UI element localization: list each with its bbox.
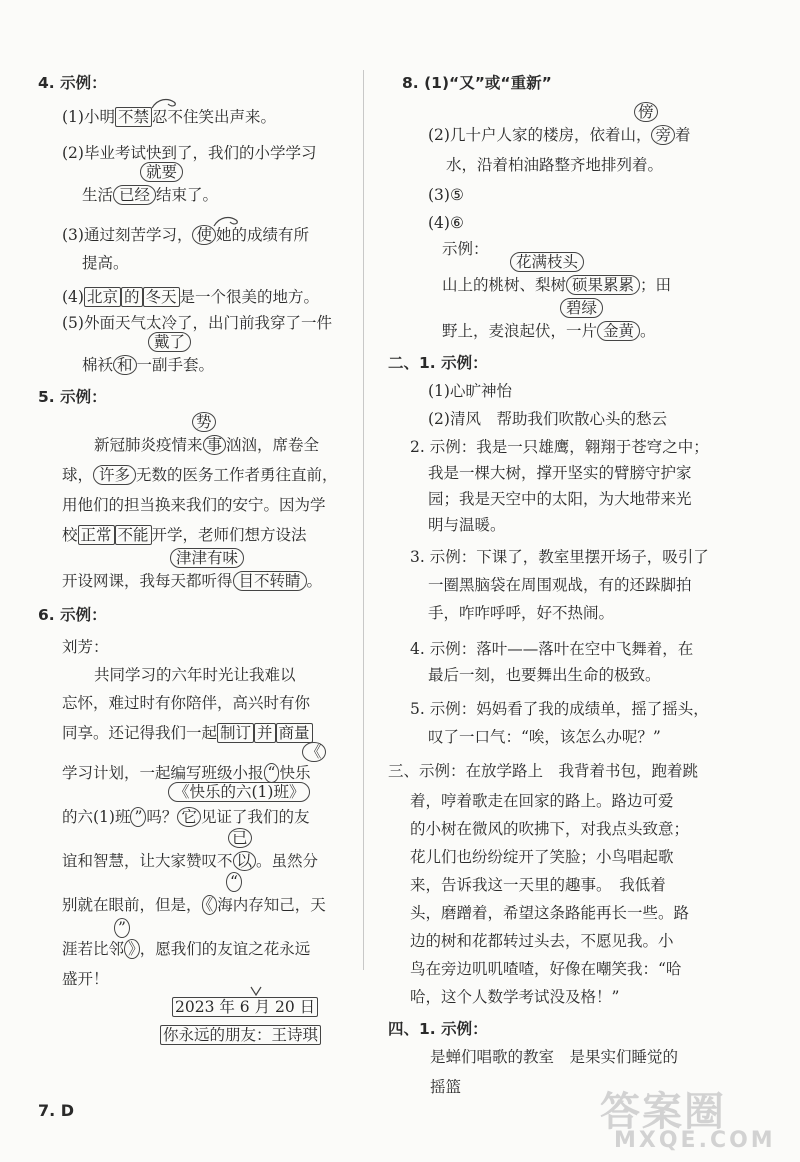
s2-q3-line3: 手，咋咋呼呼，好不热闹。 <box>428 604 615 622</box>
correction-circle: 事 <box>203 435 227 455</box>
insert-caret-mark <box>250 986 262 996</box>
q8-line4: (3)⑤ <box>428 186 464 204</box>
s2-q2-line4: 明与温暖。 <box>428 516 506 534</box>
s2-q2-line3: 园；我是天空中的太阳，为大地带来光 <box>428 490 692 508</box>
q6-line9: 盛开！ <box>62 970 109 988</box>
q6-line8: 涯若比邻 》 ，愿我们的友谊之花永远 <box>62 940 311 958</box>
correction-box: 不能 <box>115 525 152 545</box>
inserted-word: 傍 <box>634 102 658 122</box>
s2-q3-line2: 一圈黑脑袋在周围观战，有的还跺脚拍 <box>428 576 692 594</box>
q8-line6: 示例： <box>442 240 489 258</box>
q5-line3: 用他们的担当换来我们的安宁。因为学 <box>62 496 326 514</box>
inserted-word: 戴了 <box>148 332 191 352</box>
s2-q4-line1: 4. 示例：落叶——落叶在空中飞舞着，在 <box>410 640 694 658</box>
q6-line4: 学习计划，一起编写班级小报 “ 快乐 <box>62 764 311 782</box>
correction-circle: 旁 <box>651 125 675 145</box>
correction-circle: 以 <box>233 851 257 871</box>
s3-line1: 三、示例：在放学路上 我背着书包，跑着跳 <box>388 762 699 780</box>
column-divider <box>363 70 364 970</box>
correction-circle: 目不转睛 <box>233 571 307 591</box>
q6-heading: 6. 示例： <box>38 606 107 624</box>
inserted-word: 就要 <box>140 162 183 182</box>
correction-box: 制订 <box>217 723 254 743</box>
q8-line3: 水，沿着柏油路整齐地排列着。 <box>446 156 664 174</box>
s2-q3-line1: 3. 示例：下课了，教室里摆开场子，吸引了 <box>410 548 709 566</box>
q4-sentence-4: (4) 北京 的 冬天 是一个很美的地方。 <box>62 288 320 306</box>
q6-date: 2023 年 6 月 20 日 <box>172 996 318 1018</box>
inserted-mark: ” <box>114 918 130 938</box>
q8-line7: 山上的桃树、梨树 硕果累累 ；田 <box>442 276 672 294</box>
q4-sentence-2-line1: (2)毕业考试快到了，我们的小学学习 <box>62 144 317 162</box>
q5-line5: 开设网课，我每天都听得 目不转睛 。 <box>62 572 323 590</box>
q8-line8: 野上，麦浪起伏，一片 金黄 。 <box>442 322 656 340</box>
s4-line2: 摇篮 <box>430 1078 462 1096</box>
correction-circle: 《 <box>202 895 218 915</box>
delete-mark <box>212 214 242 228</box>
s3-line7: 边的树和花都转过头去，不愿见我。小 <box>410 932 674 950</box>
inserted-word: 势 <box>192 412 216 432</box>
s3-line8: 鸟在旁边叽叽喳喳，好像在嘲笑我：“哈 <box>410 960 682 978</box>
correction-box: 的 <box>121 287 143 307</box>
right-column <box>370 0 800 1162</box>
correction-box: 不禁 <box>115 107 152 127</box>
q4-sentence-2-line2: 生活 已经 结束了。 <box>82 186 219 204</box>
q6-line3: 同享。还记得我们一起 制订 并 商量 <box>62 722 313 744</box>
s3-line4: 花儿们也纷纷绽开了笑脸；小鸟唱起歌 <box>410 848 674 866</box>
q6-line2: 忘怀，难过时有你陪伴，高兴时有你 <box>62 694 311 712</box>
q8-line5: (4)⑥ <box>428 214 464 232</box>
s3-line6: 头，磨蹭着，希望这条路能再长一些。路 <box>410 904 690 922</box>
correction-circle: 已经 <box>113 185 156 205</box>
inserted-title: 《快乐的六(1)班》 <box>168 782 310 802</box>
correction-box: 冬天 <box>143 287 180 307</box>
delete-mark <box>150 96 180 110</box>
s3-line3: 的小树在微风的吹拂下，对我点头致意； <box>410 820 690 838</box>
inserted-word: 花满枝头 <box>510 252 584 272</box>
q5-heading: 5. 示例： <box>38 388 107 406</box>
inserted-word: 碧绿 <box>560 298 603 318</box>
s3-line9: 哈，这个人数学考试没及格！” <box>410 988 620 1006</box>
q4-sentence-5-line2: 棉袄 和 一副手套。 <box>82 356 215 374</box>
correction-circle: 硕果累累 <box>566 275 640 295</box>
s2-q5-line2: 叹了一口气：“唉，该怎么办呢？” <box>428 728 661 746</box>
q5-line2: 球， 许多 无数的医务工作者勇往直前， <box>62 466 338 484</box>
left-column <box>0 0 362 1162</box>
watermark-url: MXQE.COM <box>614 1128 776 1153</box>
s2-answer-2: (2)清风 帮助我们吹散心头的愁云 <box>428 410 667 428</box>
correction-box: 正常 <box>78 525 115 545</box>
q6-salutation: 刘芳： <box>62 638 109 656</box>
correction-circle: “ <box>264 763 280 783</box>
q8-heading: 8. (1)“又”或“重新” <box>402 74 552 92</box>
q4-sentence-3: (3)通过刻苦学习， 使 她的成绩有所 <box>62 226 309 244</box>
q6-line5: 的六(1)班 ” 吗？ 它 见证了我们的友 <box>62 808 310 826</box>
q7-answer: 7. D <box>38 1101 75 1120</box>
s2-answer-1: (1)心旷神怡 <box>428 382 512 400</box>
s2-q4-line2: 最后一刻，也要舞出生命的极致。 <box>428 666 661 684</box>
inserted-mark: “ <box>226 872 242 892</box>
inserted-word: 已 <box>228 828 252 848</box>
correction-box: 商量 <box>276 723 313 743</box>
correction-box: 北京 <box>84 287 121 307</box>
correction-circle: 和 <box>113 355 137 375</box>
correction-circle: 它 <box>177 807 201 827</box>
s2-q5-line1: 5. 示例：妈妈看了我的成绩单，摇了摇头， <box>410 700 709 718</box>
q6-line6: 谊和智慧，让大家赞叹不 以 。虽然分 <box>62 852 319 870</box>
correction-circle: 使 <box>192 225 216 245</box>
q4-sentence-3-line2: 提高。 <box>82 254 129 272</box>
q6-signature: 你永远的朋友：王诗琪 <box>160 1024 321 1046</box>
watermark-logo: 答案圈 <box>600 1089 726 1135</box>
correction-circle: 许多 <box>93 465 136 485</box>
s2-q2-line1: 2. 示例：我是一只雄鹰，翱翔于苍穹之中； <box>410 438 709 456</box>
s3-line5: 来，告诉我这一天里的趣事。 我低着 <box>410 876 666 894</box>
s4-line1: 是蝉们唱歌的教室 是果实们睡觉的 <box>430 1048 679 1066</box>
q5-line1: 新冠肺炎疫情来 事 汹汹，席卷全 <box>94 436 320 454</box>
q5-line4: 校 正常 不能 开学，老师们想方设法 <box>62 526 307 544</box>
s2-q2-line2: 我是一棵大树，撑开坚实的臂膀守护家 <box>428 464 692 482</box>
q6-line7: 别就在眼前，但是， 《 海内存知己，天 <box>62 896 326 914</box>
section-2-heading: 二、1. 示例： <box>388 354 488 372</box>
q6-line1: 共同学习的六年时光让我难以 <box>94 666 296 684</box>
q8-line2: (2)几十户人家的楼房，依着山， 旁 着 <box>428 126 691 144</box>
inserted-mark: 《 <box>302 742 326 762</box>
q4-sentence-5-line1: (5)外面天气太冷了，出门前我穿了一件 <box>62 314 332 332</box>
correction-circle: 》 <box>124 939 140 959</box>
q4-heading: 4. 示例： <box>38 74 107 92</box>
correction-box: 并 <box>254 723 276 743</box>
s3-line2: 着，哼着歌走在回家的路上。路边可爱 <box>410 792 674 810</box>
correction-circle: 金黄 <box>597 321 640 341</box>
q4-sentence-1: (1)小明 不禁 忍不住笑出声来。 <box>62 108 276 126</box>
inserted-word: 津津有味 <box>170 548 244 568</box>
correction-circle: ” <box>130 807 146 827</box>
section-4-heading: 四、1. 示例： <box>388 1020 488 1038</box>
